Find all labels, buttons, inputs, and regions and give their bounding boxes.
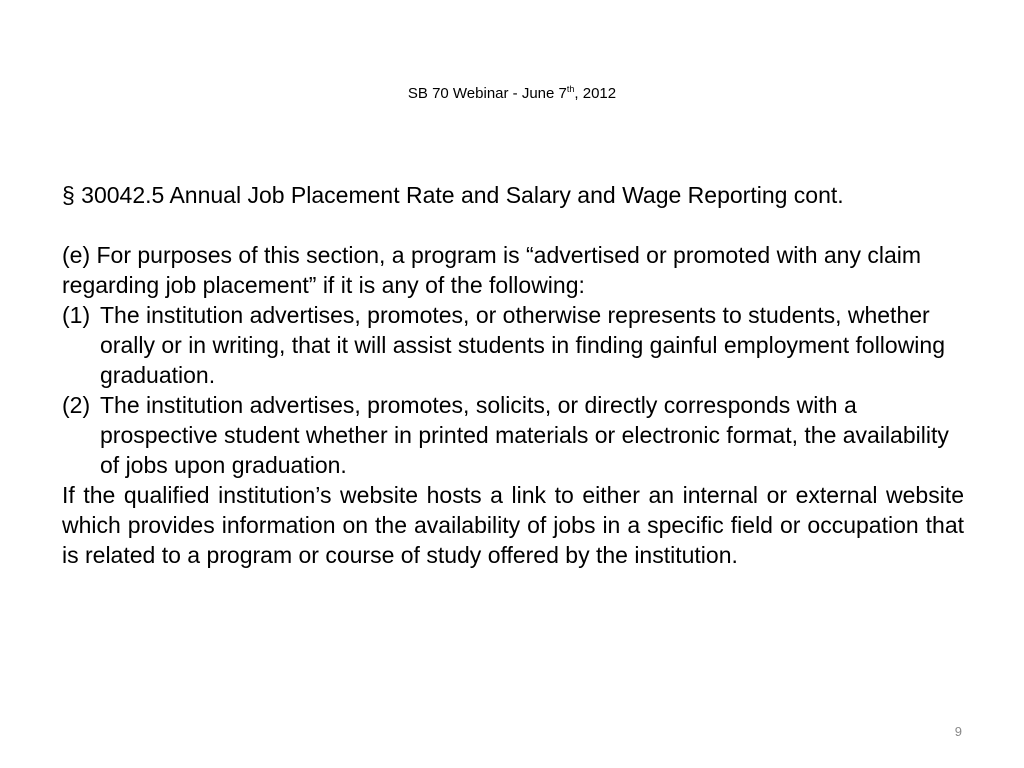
list-item-text: The institution advertises, promotes, solicits, or directly corresponds with a prospective student whether in printed materials or electronic format, the availability of jobs upon graduation. bbox=[100, 392, 949, 478]
slide-header bbox=[0, 84, 1024, 104]
list-item bbox=[62, 390, 964, 480]
slide-body bbox=[62, 180, 964, 570]
header-title-superscript: th bbox=[566, 84, 575, 94]
list-item-number: (1) bbox=[62, 302, 91, 328]
section-heading: § 30042.5 Annual Job Placement Rate and Salary and Wage Reporting cont. bbox=[62, 182, 844, 208]
header-title-prefix: SB 70 Webinar - June 7 bbox=[407, 85, 567, 102]
paragraph-spacer bbox=[62, 210, 964, 240]
list-item-number: (2) bbox=[62, 392, 91, 418]
list-item bbox=[62, 300, 964, 390]
intro-paragraph: (e) For purposes of this section, a program is “advertised or promoted with any claim regarding job placement” if it is any of the following: bbox=[62, 242, 922, 298]
page-number: 9 bbox=[954, 724, 962, 739]
closing-paragraph: If the qualified institution’s website hosts a link to either an internal or external website which provides information on the availability of jobs in a specific field or occupation that is related to a program or course of study offered by the institution. bbox=[62, 482, 964, 568]
header-title-suffix: , 2012 bbox=[574, 85, 617, 102]
list-item-text: The institution advertises, promotes, or otherwise represents to students, whether orally or in writing, that it will assist students in finding gainful employment following graduation. bbox=[100, 302, 946, 388]
